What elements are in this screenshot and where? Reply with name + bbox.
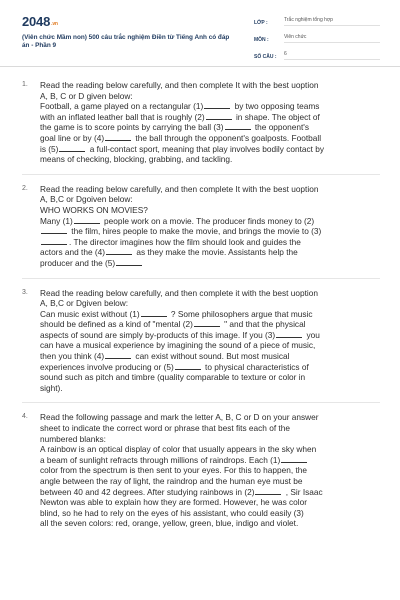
text-after-blank: the ball through the opponent's goalposts. Football — [133, 132, 322, 143]
text-after-blank: can exist without sound. But most musical — [133, 351, 290, 362]
question-text-line — [40, 122, 380, 133]
question-text-line: sheet to indicate the correct word or phrase that best fits each of the — [40, 423, 290, 434]
question-text-line: blind, so he had to rely on the eyes of his assistant, who could easily (3) — [40, 507, 304, 518]
meta-row-subject — [254, 31, 380, 43]
question-list — [22, 80, 380, 529]
text-before-blank: should be defined as a kind of "mental (2) — [40, 319, 193, 330]
text-before-blank: between 40 and 42 degrees. After studying rainbows in (2) — [40, 486, 255, 497]
question-text-line: sound such as pitch and timbre (quality comparable to texture or color in — [40, 372, 306, 383]
question-item — [22, 184, 380, 269]
answer-blank — [105, 351, 131, 359]
answer-blank — [106, 247, 132, 255]
answer-blank — [41, 226, 67, 234]
text-before-blank: with an inflated leather ball that is roughly (2) — [40, 111, 205, 122]
answer-blank — [204, 101, 230, 109]
question-number: 3. — [22, 288, 28, 296]
logo-suffix-text: .vn — [51, 21, 58, 27]
meta-value: Trắc nghiệm tổng hợp — [284, 17, 380, 26]
question-text-line: angle between the ray of light, the raindrop and the human eye must be — [40, 476, 303, 486]
text-after-blank: " and that the physical — [221, 319, 306, 330]
question-text-line — [40, 319, 380, 330]
meta-value: Viên chức — [284, 34, 380, 43]
document-meta — [254, 14, 380, 65]
question-text-line: Read the following passage and mark the letter A, B, C or D on your answer — [40, 412, 319, 423]
question-text-line — [40, 351, 380, 362]
answer-blank — [59, 144, 85, 152]
question-text-line — [40, 112, 380, 123]
question-text-line — [40, 101, 380, 112]
question-text-line: sight). — [40, 382, 63, 393]
text-after-blank: people work on a movie. The producer finds money to (2) — [101, 215, 315, 226]
text-after-blank: by two opposing teams — [232, 101, 320, 112]
text-after-blank: a full-contact sport, meaning that play involves bodily contact by — [87, 143, 325, 154]
question-text-line: Read the reading below carefully, and then complete it with the best uoption — [40, 287, 318, 298]
question-text-line: A, B,C or Dgoiven below: — [40, 194, 133, 205]
question-text-line — [40, 226, 380, 237]
question-text-line: can have a musical experience by imagining the sound of a piece of music, — [40, 340, 316, 351]
document-title: (Viên chức Mầm non) 500 câu trắc nghiệm Điền từ Tiếng Anh có đáp án - Phần 9 — [22, 34, 230, 50]
text-after-blank: as they make the movie. Assistants help the — [134, 247, 298, 258]
meta-label: LỚP : — [254, 20, 268, 26]
question-text-line — [40, 237, 380, 248]
text-before-blank: then you think (4) — [40, 351, 105, 362]
answer-blank — [255, 487, 281, 495]
question-number: 2. — [22, 184, 28, 192]
text-before-blank: Many (1) — [40, 215, 73, 226]
text-after-blank: the film, hires people to make the movie, and brings the movie to (3) — [69, 226, 322, 237]
question-text-line — [40, 133, 380, 144]
meta-row-question-count — [254, 48, 380, 60]
question-number: 1. — [22, 81, 28, 88]
question-text-line: Read the reading below carefully, and then complete It with the best uoption — [40, 80, 319, 90]
question-text-line — [40, 216, 380, 227]
meta-row-class — [254, 14, 380, 26]
text-before-blank: Football, a game played on a rectangular (1) — [40, 101, 204, 112]
meta-value: 6 — [284, 51, 380, 60]
question-text-line: means of checking, blocking, grabbing, and tackling. — [40, 154, 233, 165]
text-after-blank: to physical characteristics of — [202, 361, 309, 372]
answer-blank — [141, 309, 167, 317]
answer-blank — [74, 216, 100, 224]
text-after-blank: ? Some philosophers argue that music — [168, 308, 313, 319]
question-text-line: all the seven colors: red, orange, yellow, green, blue, indigo and violet. — [40, 518, 299, 529]
page-header — [0, 0, 400, 62]
header-divider — [0, 66, 400, 67]
question-text-line — [40, 455, 380, 466]
text-before-blank: the game is to score points by carrying the ball (3) — [40, 122, 224, 133]
question-text-line: A rainbow is an optical display of color that usually appears in the sky when — [40, 444, 317, 455]
answer-blank — [206, 112, 232, 120]
question-number: 4. — [22, 413, 28, 421]
question-text-line: color from the spectrum is then sent to your eyes. For this to happen, the — [40, 465, 308, 476]
question-item — [22, 288, 380, 394]
question-item — [22, 412, 380, 529]
text-after-blank: . The director imagines how the film should look and guides the — [69, 236, 301, 247]
question-divider — [22, 278, 380, 279]
answer-blank — [105, 133, 131, 141]
text-before-blank: producer and the (5) — [40, 257, 116, 268]
answer-blank — [116, 258, 142, 266]
question-text-line: Read the reading below carefully, and then complete It with the best uoption — [40, 183, 319, 194]
meta-label: SỐ CÂU : — [254, 54, 277, 60]
meta-label: MÔN : — [254, 37, 269, 43]
question-text-line: numbered blanks: — [40, 433, 106, 444]
text-before-blank: Can music exist without (1) — [40, 308, 140, 319]
question-text-line: A, B, C or D given below: — [40, 90, 133, 101]
answer-blank — [41, 237, 67, 245]
answer-blank — [175, 362, 201, 370]
question-text-line: A, B,C or Dgiven below: — [40, 298, 129, 309]
text-before-blank: is (5) — [40, 143, 59, 154]
text-before-blank: goal line or by (4) — [40, 132, 105, 143]
question-text-line — [40, 247, 380, 258]
question-text-line: WHO WORKS ON MOVIES? — [40, 204, 148, 215]
question-divider — [22, 174, 380, 175]
question-text-line — [40, 144, 380, 155]
question-text-line — [40, 487, 380, 498]
text-after-blank: the opponent's — [252, 122, 310, 133]
answer-blank — [276, 330, 302, 338]
site-logo[interactable] — [22, 14, 58, 29]
question-text-line — [40, 309, 380, 320]
question-divider — [22, 402, 380, 403]
text-after-blank: in shape. The object of — [233, 111, 320, 122]
answer-blank — [281, 455, 307, 463]
question-item — [22, 80, 380, 165]
text-before-blank: aspects of sound are simply by-products of this image. If you (3) — [40, 329, 276, 340]
text-after-blank: you — [304, 329, 320, 340]
logo-main-text: 2048 — [22, 14, 51, 29]
answer-blank — [225, 122, 251, 130]
text-after-blank: , Sir Isaac — [283, 486, 323, 497]
text-before-blank: actors and the (4) — [40, 247, 106, 258]
text-before-blank: a beam of sunlight refracts through millions of raindrops. Each (1) — [40, 454, 281, 465]
question-text-line — [40, 258, 380, 269]
question-text-line — [40, 362, 380, 373]
text-before-blank: experiences involve producing or (5) — [40, 361, 174, 372]
answer-blank — [194, 319, 220, 327]
question-text-line: Newton was able to explain how they are formed. However, he was color — [40, 497, 308, 508]
question-text-line — [40, 330, 380, 341]
